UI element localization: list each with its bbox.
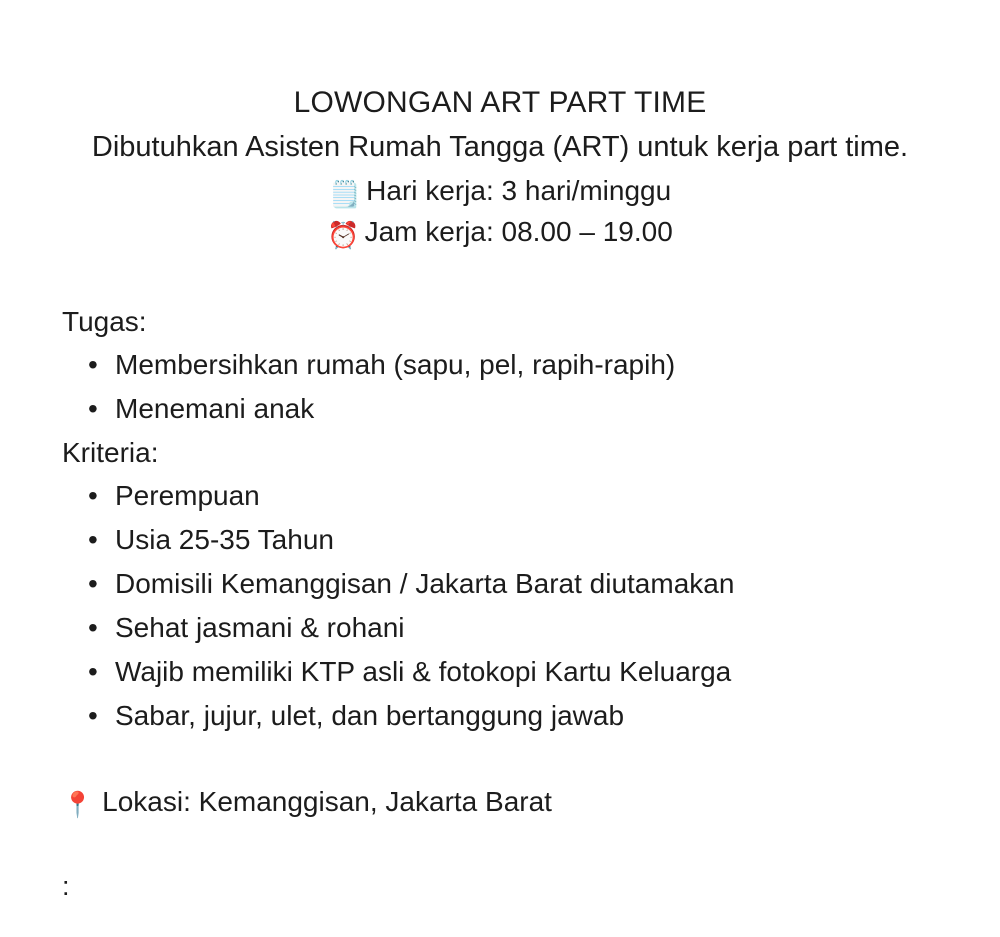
kriteria-list — [62, 474, 960, 738]
list-item: • Sehat jasmani & rohani — [62, 606, 960, 650]
list-item: • Perempuan — [62, 474, 960, 518]
header-block — [0, 0, 1000, 252]
section-label-tugas: Tugas: — [62, 306, 147, 337]
list-item: • Menemani anak — [62, 387, 960, 431]
meta-line-workdays — [0, 170, 1000, 211]
meta-line-workdays-text: Hari kerja: 3 hari/minggu — [366, 175, 672, 206]
page-subtitle: Dibutuhkan Asisten Rumah Tangga (ART) untuk kerja part time. — [91, 131, 909, 163]
list-item: • Sabar, jujur, ulet, dan bertanggung jawab — [62, 694, 960, 738]
meta-line-workhours — [0, 211, 1000, 252]
trailing-colon: : — [62, 871, 70, 901]
tugas-list — [62, 343, 960, 431]
list-item: • Membersihkan rumah (sapu, pel, rapih-rapih) — [62, 343, 960, 387]
meta-line-workhours-text: Jam kerja: 08.00 – 19.00 — [364, 216, 673, 247]
alarm-clock-icon: ⏰ — [327, 220, 360, 250]
list-item: • Domisili Kemanggisan / Jakarta Barat diutamakan — [62, 562, 960, 606]
location-text: Lokasi: Kemanggisan, Jakarta Barat — [102, 786, 552, 817]
list-item: • Wajib memiliki KTP asli & fotokopi Kartu Keluarga — [62, 650, 960, 694]
round-pushpin-icon: 📍 — [62, 791, 94, 819]
location-line — [0, 782, 1000, 822]
body-block — [0, 300, 1000, 738]
spiral-notepad-icon: 🗒️ — [328, 179, 362, 209]
section-label-kriteria: Kriteria: — [62, 437, 159, 468]
list-item: • Usia 25-35 Tahun — [62, 518, 960, 562]
page-title: LOWONGAN ART PART TIME — [293, 86, 707, 119]
